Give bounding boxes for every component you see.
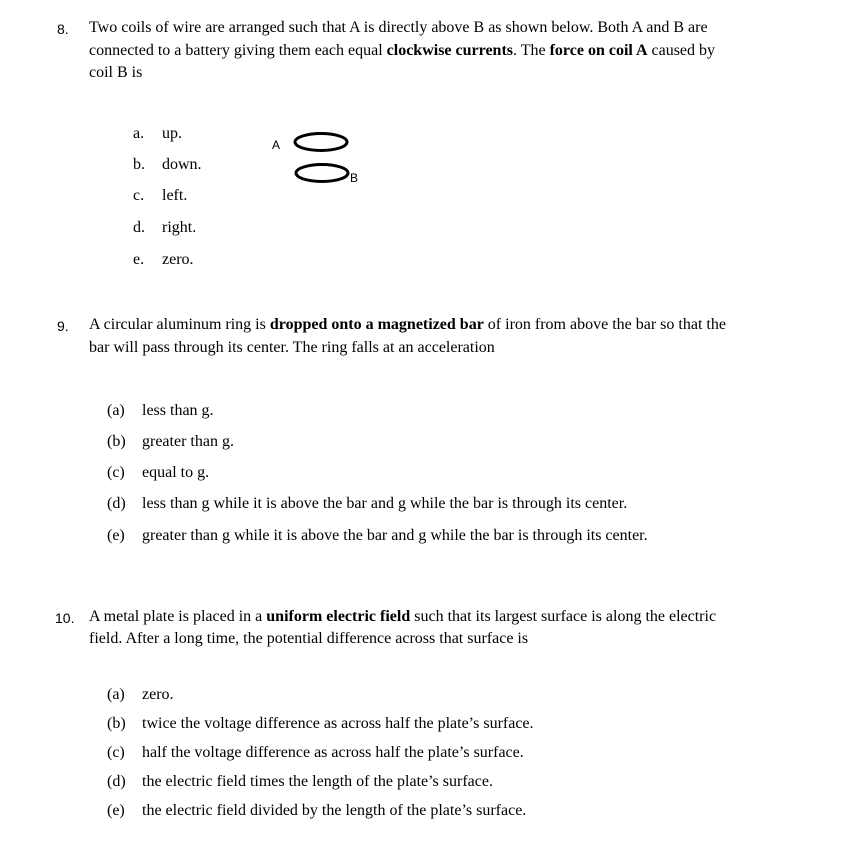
bold-text: clockwise currents — [386, 41, 513, 59]
q10-option-text: the electric field times the length of the plate’s surface. — [142, 773, 493, 790]
q9-option-text: equal to g. — [142, 464, 210, 481]
q8-option-label: c. — [133, 187, 145, 204]
q10-stem-line — [89, 607, 716, 627]
q8-stem-line — [89, 63, 142, 83]
q10-option-label: (c) — [107, 744, 125, 761]
q8-option-text: zero. — [162, 251, 194, 268]
q8-option-label: e. — [133, 251, 145, 268]
q9-option-text: greater than g. — [142, 433, 234, 450]
text: A metal plate is placed in a — [89, 608, 267, 625]
text: A circular aluminum ring is — [89, 316, 270, 333]
q8-option-text: left. — [162, 187, 188, 204]
text: connected to a battery giving them each equal — [89, 41, 387, 59]
q8-option-text: down. — [162, 156, 202, 173]
q8-option-text: right. — [162, 219, 197, 236]
coil-b-label: B — [350, 171, 359, 185]
text: coil B is — [89, 64, 143, 81]
bold-text: force on coil A — [549, 41, 648, 59]
q10-option-label: (d) — [107, 773, 126, 790]
q8-option-label: d. — [133, 219, 145, 236]
q10-option-label: (a) — [107, 686, 125, 703]
q9-stem-line — [89, 338, 495, 358]
q8-stem-line — [89, 41, 715, 61]
bold-text: uniform electric field — [266, 608, 411, 625]
q8-number: 8. — [57, 21, 69, 37]
text: field. After a long time, the potential difference across that surface is — [89, 629, 529, 647]
q10-option-label: (e) — [107, 802, 125, 819]
q10-option-text: zero. — [142, 686, 174, 703]
q10-option-text: half the voltage difference as across half the plate’s surface. — [142, 744, 524, 761]
q9-option-label: (c) — [107, 464, 125, 481]
q10-option-label: (b) — [107, 715, 126, 732]
q10-number: 10. — [55, 610, 75, 626]
text: Two coils of wire are arranged such that A is directly above B as shown below. Both A and B are — [89, 19, 708, 36]
q9-option-text: greater than g while it is above the bar and g while the bar is through its center. — [142, 527, 648, 544]
text: of iron from above the bar so that the — [483, 316, 726, 333]
text: bar will pass through its center. The ring falls at an acceleration — [89, 339, 495, 356]
q9-option-label: (e) — [107, 527, 125, 544]
q10-option-text: twice the voltage difference as across half the plate’s surface. — [142, 715, 534, 732]
coil-a-label: A — [272, 138, 281, 152]
q9-option-label: (b) — [107, 433, 126, 450]
text: . The — [513, 41, 550, 59]
q9-option-text: less than g while it is above the bar and g while the bar is through its center. — [142, 495, 628, 512]
q8-option-text: up. — [162, 125, 182, 142]
coil-a — [295, 134, 347, 151]
text: such that its largest surface is along the electric — [410, 608, 717, 625]
text: caused by — [647, 41, 716, 59]
q10-option-text: the electric field divided by the length of the plate’s surface. — [142, 802, 527, 819]
coils-diagram — [260, 120, 380, 200]
q10-stem-line — [89, 629, 528, 649]
q9-option-label: (a) — [107, 402, 125, 419]
coil-b — [296, 165, 348, 182]
q9-option-text: less than g. — [142, 402, 214, 419]
q8-stem-line — [89, 18, 708, 38]
q9-number: 9. — [57, 318, 69, 334]
q8-option-label: b. — [133, 156, 145, 173]
q9-option-label: (d) — [107, 495, 126, 512]
bold-text: dropped onto a magnetized bar — [269, 316, 484, 333]
q9-stem-line — [89, 315, 726, 335]
q8-option-label: a. — [133, 125, 145, 142]
